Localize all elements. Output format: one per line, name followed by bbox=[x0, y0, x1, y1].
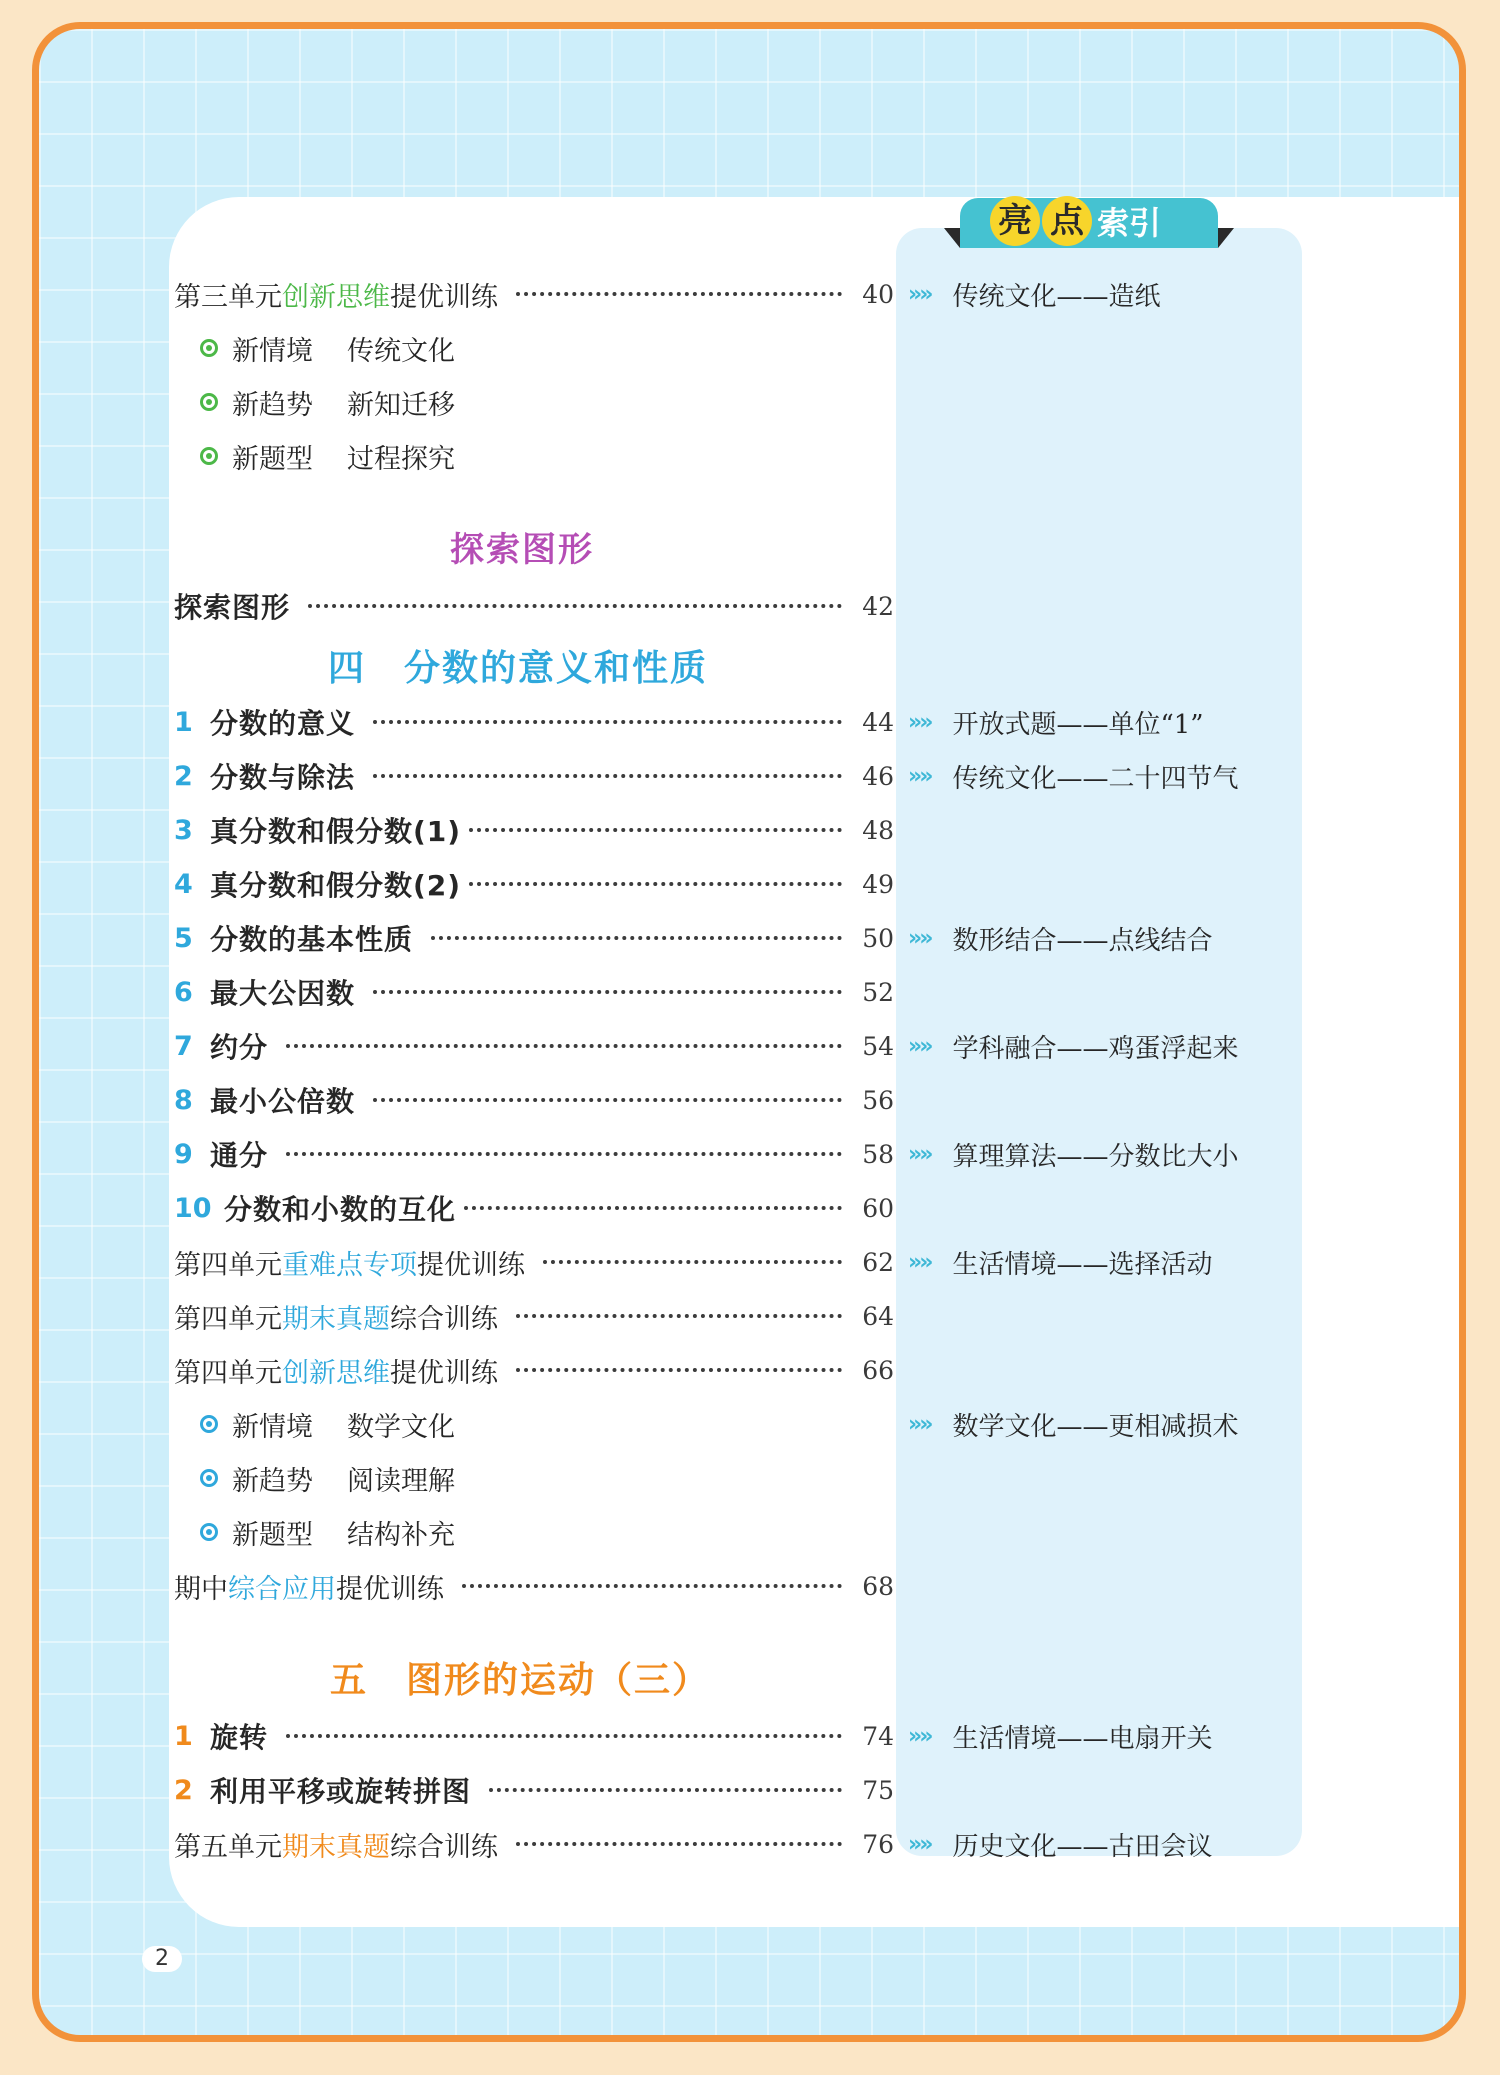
highlight-text: 生活情境——电扇开关 bbox=[952, 1723, 1213, 1754]
chevron-right-icon: »» bbox=[908, 763, 931, 789]
page-number: 60 bbox=[862, 1193, 894, 1223]
highlight-text: 数形结合——点线结合 bbox=[952, 925, 1213, 956]
dot-leader bbox=[373, 990, 842, 994]
dot-leader bbox=[543, 1260, 842, 1264]
dot-leader bbox=[286, 1152, 842, 1156]
toc-row-unit4-final-exam[interactable] bbox=[174, 1296, 894, 1336]
lesson-number: 6 bbox=[174, 976, 193, 1008]
highlight-text: 传统文化——二十四节气 bbox=[952, 763, 1239, 794]
page-number: 54 bbox=[862, 1031, 894, 1061]
lesson-title: 分数的基本性质 bbox=[210, 923, 414, 956]
toc-row-unit4-innovation[interactable] bbox=[174, 1350, 894, 1390]
section-heading-unit5: 五 图形的运动（三） bbox=[330, 1660, 711, 1701]
page-number: 74 bbox=[862, 1721, 894, 1751]
highlight-entry[interactable] bbox=[908, 1824, 1212, 1864]
toc-row-lesson[interactable] bbox=[174, 1026, 894, 1066]
sub-item bbox=[200, 382, 920, 422]
toc-row-lesson[interactable] bbox=[174, 1134, 894, 1174]
sub-item bbox=[200, 436, 920, 476]
sub-tag: 新题型 bbox=[232, 443, 313, 475]
toc-row-lesson[interactable] bbox=[174, 1770, 894, 1810]
sub-topic: 结构补充 bbox=[347, 1519, 455, 1551]
lesson-title: 分数的意义 bbox=[210, 707, 356, 740]
lesson-number: 5 bbox=[174, 922, 193, 954]
lesson-number: 7 bbox=[174, 1030, 193, 1062]
badge-fold-right bbox=[1218, 228, 1234, 248]
page-number: 52 bbox=[862, 977, 894, 1007]
lesson-number: 9 bbox=[174, 1138, 193, 1170]
page-number: 46 bbox=[862, 761, 894, 791]
lesson-number: 8 bbox=[174, 1084, 193, 1116]
badge-char-1: 亮 bbox=[990, 196, 1040, 246]
lesson-number: 1 bbox=[174, 706, 193, 738]
sub-topic: 过程探究 bbox=[347, 443, 455, 475]
highlight-text: 传统文化——造纸 bbox=[952, 281, 1161, 312]
chevron-right-icon: »» bbox=[908, 1831, 931, 1857]
lesson-title: 分数与除法 bbox=[210, 761, 356, 794]
highlight-entry[interactable] bbox=[908, 702, 1204, 742]
sub-item bbox=[200, 1404, 920, 1444]
lesson-title: 真分数和假分数(2) bbox=[210, 869, 462, 902]
sub-topic: 传统文化 bbox=[347, 335, 455, 367]
chevron-right-icon: »» bbox=[908, 1411, 931, 1437]
highlight-text: 学科融合——鸡蛋浮起来 bbox=[952, 1033, 1239, 1064]
highlight-text: 历史文化——古田会议 bbox=[952, 1831, 1213, 1862]
sub-tag: 新趋势 bbox=[232, 389, 313, 421]
chevron-right-icon: »» bbox=[908, 281, 931, 307]
dot-leader bbox=[286, 1044, 842, 1048]
toc-row-lesson[interactable] bbox=[174, 702, 894, 742]
dot-leader bbox=[516, 1314, 842, 1318]
toc-row-midterm[interactable] bbox=[174, 1566, 894, 1606]
dot-leader bbox=[516, 292, 842, 296]
dot-leader bbox=[464, 1206, 842, 1210]
row-highlight: 期末真题 bbox=[282, 1831, 390, 1863]
row-prefix: 第三单元 bbox=[174, 281, 282, 313]
toc-row-lesson[interactable] bbox=[174, 756, 894, 796]
highlight-entry[interactable] bbox=[908, 1404, 1238, 1444]
dot-leader bbox=[516, 1842, 842, 1846]
sub-tag: 新情境 bbox=[232, 1411, 313, 1443]
bullet-icon bbox=[200, 1415, 218, 1433]
bullet-icon bbox=[200, 447, 218, 465]
toc-row-unit5-final-exam[interactable] bbox=[174, 1824, 894, 1864]
highlight-entry[interactable] bbox=[908, 1026, 1238, 1066]
lesson-title: 旋转 bbox=[210, 1721, 269, 1754]
sub-tag: 新趋势 bbox=[232, 1465, 313, 1497]
highlight-text: 算理算法——分数比大小 bbox=[952, 1141, 1239, 1172]
dot-leader bbox=[308, 604, 842, 608]
toc-row-unit4-key-points[interactable] bbox=[174, 1242, 894, 1282]
page-number: 68 bbox=[862, 1571, 894, 1601]
bullet-icon bbox=[200, 1523, 218, 1541]
highlight-entry[interactable] bbox=[908, 756, 1238, 796]
sub-tag: 新情境 bbox=[232, 335, 313, 367]
page-number: 42 bbox=[862, 591, 894, 621]
row-prefix: 期中 bbox=[174, 1573, 228, 1605]
lesson-title: 分数和小数的互化 bbox=[224, 1193, 457, 1226]
badge-char-2: 点 bbox=[1042, 196, 1092, 246]
badge-label: 索引 bbox=[1097, 204, 1162, 242]
dot-leader bbox=[469, 828, 842, 832]
row-highlight: 期末真题 bbox=[282, 1303, 390, 1335]
highlight-entry[interactable] bbox=[908, 1716, 1212, 1756]
sub-item bbox=[200, 1458, 920, 1498]
dot-leader bbox=[469, 882, 842, 886]
lesson-title: 探索图形 bbox=[174, 591, 291, 624]
page-number-badge: 2 bbox=[142, 1946, 182, 1972]
dot-leader bbox=[489, 1788, 842, 1792]
lesson-number: 2 bbox=[174, 760, 193, 792]
lesson-number: 3 bbox=[174, 814, 193, 846]
chevron-right-icon: »» bbox=[908, 1141, 931, 1167]
row-suffix: 综合训练 bbox=[390, 1831, 498, 1863]
toc-row-lesson[interactable] bbox=[174, 810, 894, 850]
sub-topic: 数学文化 bbox=[347, 1411, 455, 1443]
lesson-title: 约分 bbox=[210, 1031, 269, 1064]
highlight-entry[interactable] bbox=[908, 1134, 1238, 1174]
toc-row-lesson[interactable] bbox=[174, 972, 894, 1012]
chevron-right-icon: »» bbox=[908, 1249, 931, 1275]
page-number: 40 bbox=[862, 279, 894, 309]
highlight-entry[interactable] bbox=[908, 918, 1212, 958]
page-number: 62 bbox=[862, 1247, 894, 1277]
page-number: 44 bbox=[862, 707, 894, 737]
dot-leader bbox=[431, 936, 842, 940]
toc-row-lesson[interactable] bbox=[174, 1716, 894, 1756]
sub-tag: 新题型 bbox=[232, 1519, 313, 1551]
badge-fold-left bbox=[944, 228, 960, 248]
row-highlight: 创新思维 bbox=[282, 281, 390, 313]
highlight-entry[interactable] bbox=[908, 1242, 1212, 1282]
row-highlight: 综合应用 bbox=[228, 1573, 336, 1605]
section-heading-unit4: 四 分数的意义和性质 bbox=[328, 648, 709, 689]
row-prefix: 第四单元 bbox=[174, 1249, 282, 1281]
lesson-title: 最大公因数 bbox=[210, 977, 356, 1010]
row-prefix: 第四单元 bbox=[174, 1357, 282, 1389]
toc-row-lesson[interactable] bbox=[174, 1080, 894, 1120]
toc-row-lesson[interactable] bbox=[174, 864, 894, 904]
dot-leader bbox=[373, 774, 842, 778]
toc-row-explore[interactable] bbox=[174, 586, 894, 626]
dot-leader bbox=[286, 1734, 842, 1738]
highlight-text: 生活情境——选择活动 bbox=[952, 1249, 1213, 1280]
page-number: 76 bbox=[862, 1829, 894, 1859]
highlight-text: 开放式题——单位“1” bbox=[952, 709, 1204, 740]
page-number: 58 bbox=[862, 1139, 894, 1169]
highlight-text: 数学文化——更相减损术 bbox=[952, 1411, 1239, 1442]
dot-leader bbox=[373, 1098, 842, 1102]
lesson-number: 4 bbox=[174, 868, 193, 900]
chevron-right-icon: »» bbox=[908, 925, 931, 951]
page-number: 56 bbox=[862, 1085, 894, 1115]
lesson-number: 1 bbox=[174, 1720, 193, 1752]
page-number: 66 bbox=[862, 1355, 894, 1385]
row-suffix: 提优训练 bbox=[417, 1249, 525, 1281]
toc-row-unit3-innovation[interactable] bbox=[174, 274, 894, 314]
dot-leader bbox=[462, 1584, 842, 1588]
toc-row-lesson[interactable] bbox=[174, 918, 894, 958]
lesson-title: 利用平移或旋转拼图 bbox=[210, 1775, 472, 1808]
row-suffix: 提优训练 bbox=[336, 1573, 444, 1605]
row-suffix: 综合训练 bbox=[390, 1303, 498, 1335]
lesson-title: 真分数和假分数(1) bbox=[210, 815, 462, 848]
row-prefix: 第四单元 bbox=[174, 1303, 282, 1335]
dot-leader bbox=[373, 720, 842, 724]
page-number: 49 bbox=[862, 869, 894, 899]
bullet-icon bbox=[200, 339, 218, 357]
bullet-icon bbox=[200, 393, 218, 411]
page-number: 75 bbox=[862, 1775, 894, 1805]
sub-topic: 新知迁移 bbox=[347, 389, 455, 421]
row-highlight: 创新思维 bbox=[282, 1357, 390, 1389]
lesson-number: 2 bbox=[174, 1774, 193, 1806]
page-number: 64 bbox=[862, 1301, 894, 1331]
row-highlight: 重难点专项 bbox=[282, 1249, 417, 1281]
dot-leader bbox=[516, 1368, 842, 1372]
lesson-number: 10 bbox=[174, 1192, 212, 1224]
row-suffix: 提优训练 bbox=[390, 1357, 498, 1389]
lesson-title: 通分 bbox=[210, 1139, 269, 1172]
highlight-entry[interactable] bbox=[908, 274, 1160, 314]
sub-topic: 阅读理解 bbox=[347, 1465, 455, 1497]
chevron-right-icon: »» bbox=[908, 1723, 931, 1749]
page-number: 48 bbox=[862, 815, 894, 845]
lesson-title: 最小公倍数 bbox=[210, 1085, 356, 1118]
sub-item bbox=[200, 328, 920, 368]
chevron-right-icon: »» bbox=[908, 1033, 931, 1059]
bullet-icon bbox=[200, 1469, 218, 1487]
sub-item bbox=[200, 1512, 920, 1552]
toc-row-lesson[interactable] bbox=[174, 1188, 894, 1228]
chevron-right-icon: »» bbox=[908, 709, 931, 735]
row-suffix: 提优训练 bbox=[390, 281, 498, 313]
section-heading-explore: 探索图形 bbox=[450, 530, 594, 570]
page-number: 50 bbox=[862, 923, 894, 953]
row-prefix: 第五单元 bbox=[174, 1831, 282, 1863]
